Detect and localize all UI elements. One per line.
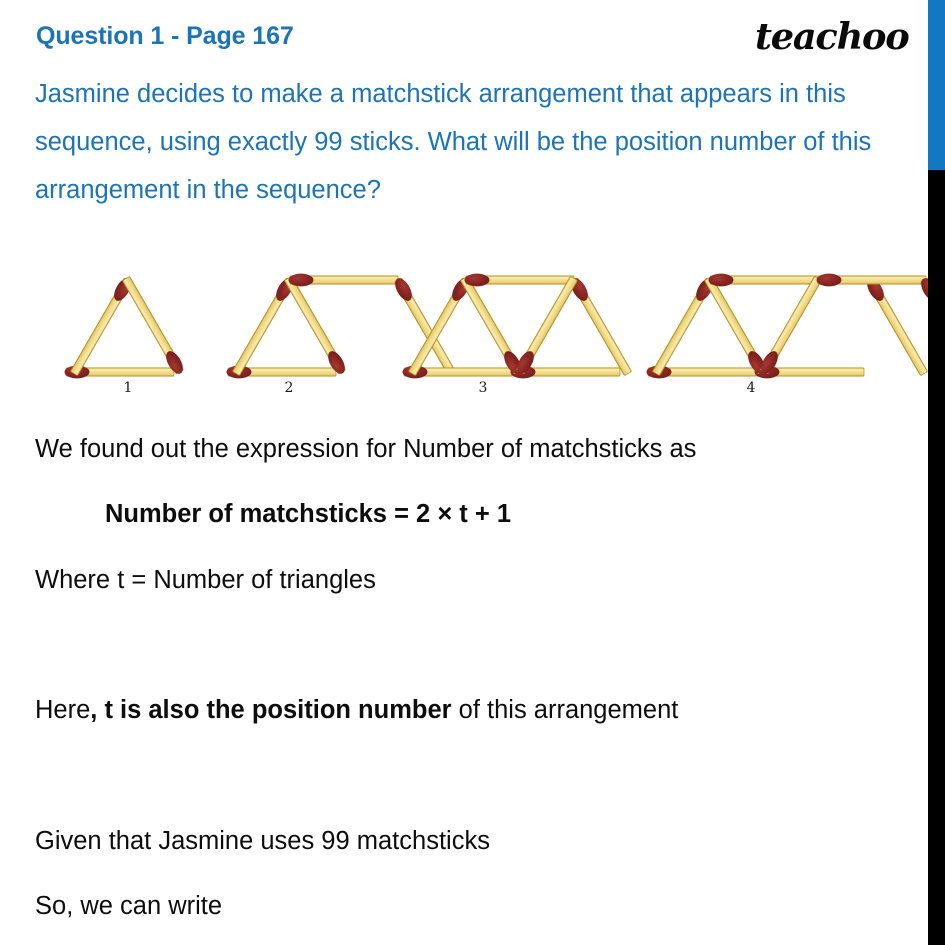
- explanation-line-5: So, we can write: [35, 892, 223, 920]
- question-text: Jasmine decides to make a matchstick arrangement that appears in this sequence, using exactly 99 sticks. What will be the position number of this arrangement in the sequence?: [35, 80, 872, 204]
- matchstick-figure-1: [65, 275, 187, 378]
- matchstick-figure-4: [647, 274, 929, 379]
- matchstick-figure-3: [403, 274, 634, 379]
- edge-bar-black: [928, 170, 945, 945]
- teachoo-logo: teachoo: [755, 16, 909, 58]
- explanation-line-3-bold: , t is also the position number: [90, 696, 452, 724]
- explanation-line-2: Where t = Number of triangles: [35, 566, 376, 594]
- figure-label-3: 3: [478, 380, 488, 396]
- matchstick-sequence-figure: [0, 258, 928, 408]
- edge-bar-blue: [928, 0, 945, 170]
- explanation-line-3-prefix: Here: [35, 696, 91, 724]
- figure-label-1: 1: [123, 380, 133, 396]
- explanation-line-1: We found out the expression for Number of matchsticks as: [35, 435, 697, 463]
- figure-label-4: 4: [746, 380, 756, 396]
- explanation-line-4: Given that Jasmine uses 99 matchsticks: [35, 827, 490, 855]
- explanation-line-3: [35, 693, 678, 727]
- page-title: Question 1 - Page 167: [36, 22, 294, 50]
- figure-label-2: 2: [284, 380, 294, 396]
- explanation-line-3-suffix: of this arrangement: [451, 696, 679, 724]
- formula-line: Number of matchsticks = 2 × t + 1: [105, 500, 512, 528]
